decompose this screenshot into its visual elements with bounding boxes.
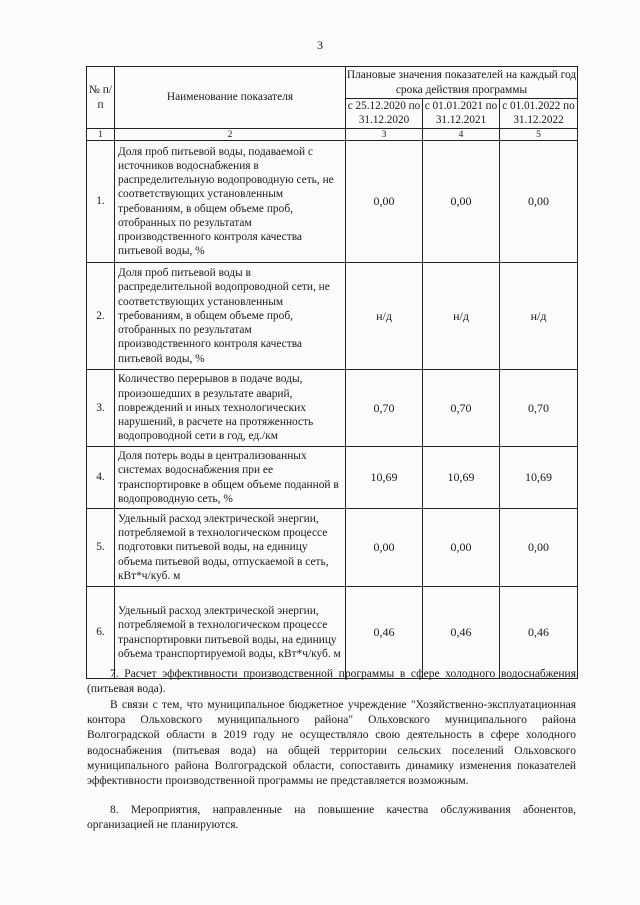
- value-2022: 0,46: [500, 587, 578, 679]
- value-2021: 0,70: [423, 370, 500, 447]
- header-period-2021: с 01.01.2021 по 31.12.2021: [423, 99, 500, 129]
- value-2020: 0,00: [346, 509, 423, 587]
- column-numbers-row: [87, 129, 578, 141]
- column-number: 1: [87, 129, 115, 141]
- table-row: [87, 587, 578, 679]
- row-number: 2.: [87, 263, 115, 370]
- indicator-name: Количество перерывов в подаче воды, произошедших в результате аварий, повреждений и иных технологических нарушений, в расчете на протяженность водопроводной сети в год, ед./км: [115, 370, 346, 447]
- table-row: [87, 447, 578, 509]
- value-2022: 10,69: [500, 447, 578, 509]
- value-2021: 0,00: [423, 509, 500, 587]
- table-row: [87, 370, 578, 447]
- indicators-table: [86, 66, 578, 679]
- value-2020: 0,70: [346, 370, 423, 447]
- indicator-name: Доля потерь воды в централизованных системах водоснабжения при ее транспортировке в общем объеме поданной в водопроводную сеть, %: [115, 447, 346, 509]
- row-number: 3.: [87, 370, 115, 447]
- row-number: 4.: [87, 447, 115, 509]
- row-number: 6.: [87, 587, 115, 679]
- paragraph-efficiency-calculation: 7. Расчет эффективности производственной программы в сфере холодного водоснабжения (питьевая вода).: [87, 668, 576, 696]
- column-number: 5: [500, 129, 578, 141]
- column-number: 3: [346, 129, 423, 141]
- header-period-2020: с 25.12.2020 по 31.12.2020: [346, 99, 423, 129]
- indicator-name: Доля проб питьевой воды в распределительной водопроводной сети, не соответствующих установленным требованиям, в общем объеме проб, отобранных по результатам производственного контроля качества питьевой воды, %: [115, 263, 346, 370]
- indicator-name: Удельный расход электрической энергии, потребляемой в технологическом процессе транспортировки питьевой воды, на единицу объема транспортируемой воды, кВт*ч/куб. м: [115, 587, 346, 679]
- table-row: [87, 263, 578, 370]
- value-2022: н/д: [500, 263, 578, 370]
- column-number: 4: [423, 129, 500, 141]
- paragraph-service-measures: 8. Мероприятия, направленные на повышение качества обслуживания абонентов, организацией не планируются.: [87, 804, 576, 832]
- row-number: 5.: [87, 509, 115, 587]
- header-period-2022: с 01.01.2022 по 31.12.2022: [500, 99, 578, 129]
- header-plan-values: Плановые значения показателей на каждый год срока действия программы: [346, 67, 578, 99]
- value-2021: н/д: [423, 263, 500, 370]
- page-number: 3: [317, 38, 323, 52]
- value-2020: н/д: [346, 263, 423, 370]
- value-2020: 0,00: [346, 141, 423, 263]
- indicator-name: Удельный расход электрической энергии, потребляемой в технологическом процессе подготовки питьевой воды, на единицу объема питьевой воды, отпускаемой в сеть, кВт*ч/куб. м: [115, 509, 346, 587]
- paragraph-comparison-note: В связи с тем, что муниципальное бюджетное учреждение "Хозяйственно-эксплуатационная контора Ольховского муниципального района" Ольховского муниципального района Волгоградской области в 2019 году не осуществляло свою деятельность в сфере холодного водоснабжения (питьевая вода) на общей территории сельских поселений Ольховского муниципального района Волгоградской области, сопоставить динамику изменения показателей эффективности производственной программы не представляется возможным.: [87, 699, 576, 788]
- row-number: 1.: [87, 141, 115, 263]
- value-2021: 0,46: [423, 587, 500, 679]
- value-2022: 0,70: [500, 370, 578, 447]
- value-2021: 0,00: [423, 141, 500, 263]
- value-2020: 10,69: [346, 447, 423, 509]
- header-number: № п/п: [87, 67, 115, 129]
- value-2022: 0,00: [500, 509, 578, 587]
- value-2021: 10,69: [423, 447, 500, 509]
- table-row: [87, 509, 578, 587]
- header-indicator-name: Наименование показателя: [115, 67, 346, 129]
- value-2020: 0,46: [346, 587, 423, 679]
- value-2022: 0,00: [500, 141, 578, 263]
- table-row: [87, 141, 578, 263]
- indicator-name: Доля проб питьевой воды, подаваемой с источников водоснабжения в распределительную водопроводную сеть, не соответствующих установленным требованиям, в общем объеме проб, отобранных по результатам производственного контроля качества питьевой воды, %: [115, 141, 346, 263]
- column-number: 2: [115, 129, 346, 141]
